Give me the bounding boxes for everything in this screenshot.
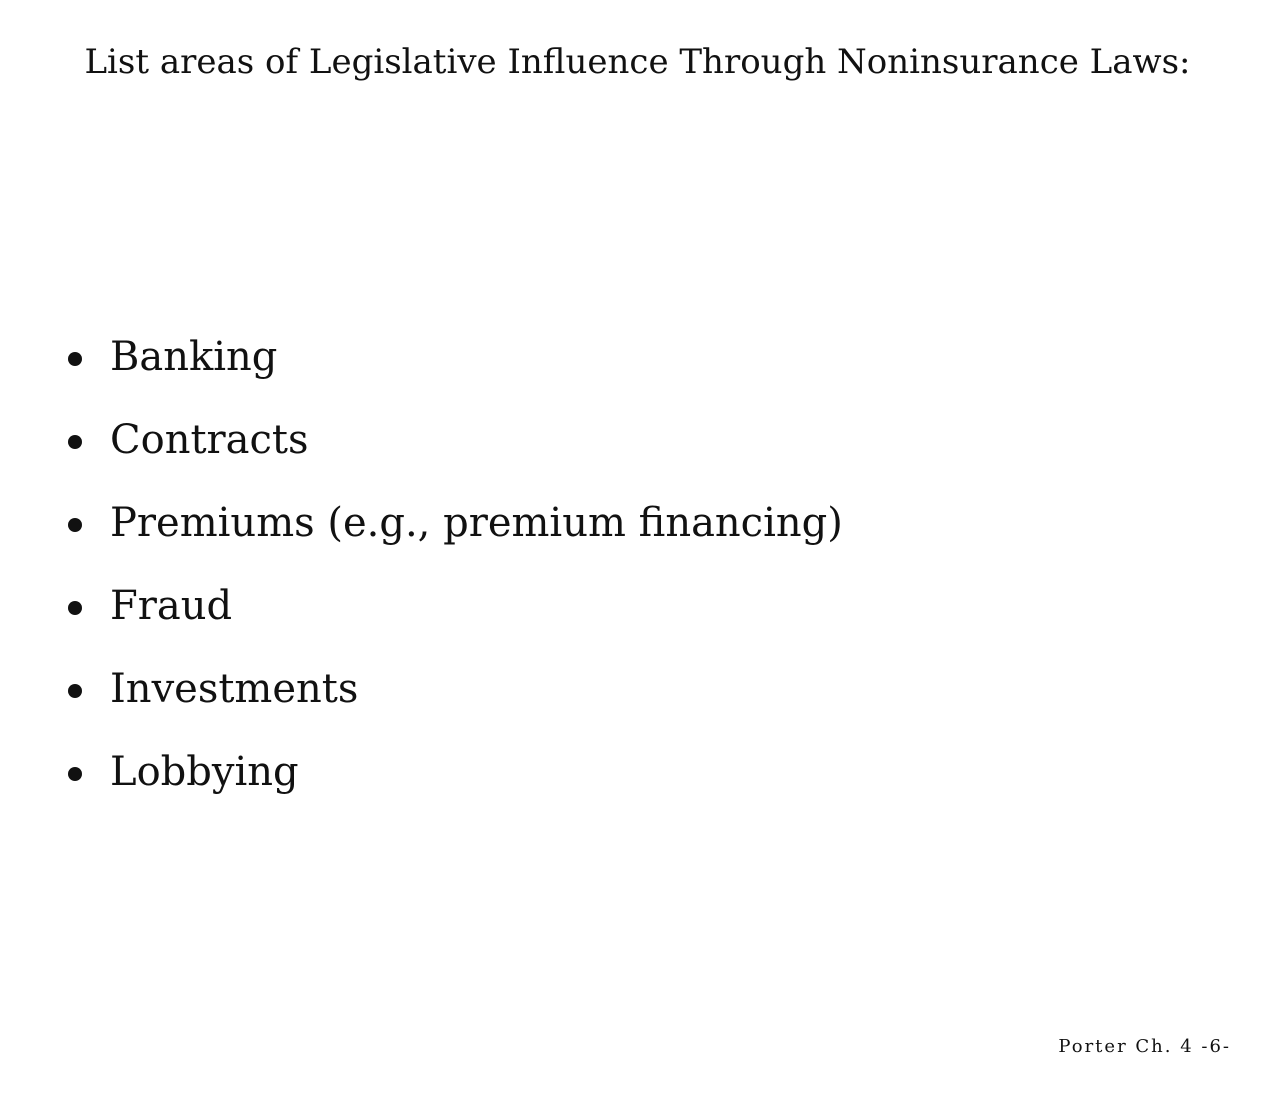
list-item-text: Contracts xyxy=(110,417,309,463)
bullet-icon xyxy=(68,684,82,698)
list-item-text: Banking xyxy=(110,334,278,380)
list-item xyxy=(68,579,843,662)
list-item xyxy=(68,496,843,579)
bullet-icon xyxy=(68,352,82,366)
list-item-text: Fraud xyxy=(110,583,233,629)
list-item xyxy=(68,745,843,828)
list-item-text: Investments xyxy=(110,666,359,712)
bullet-icon xyxy=(68,767,82,781)
bullet-icon xyxy=(68,601,82,615)
bullet-icon xyxy=(68,518,82,532)
list-item xyxy=(68,662,843,745)
list-item-text: Lobbying xyxy=(110,749,299,795)
slide-title: List areas of Legislative Influence Through Noninsurance Laws: xyxy=(84,42,1191,82)
bullet-icon xyxy=(68,435,82,449)
list-item xyxy=(68,330,843,413)
bullet-list xyxy=(68,330,843,828)
list-item xyxy=(68,413,843,496)
page-footer: Porter Ch. 4 -6- xyxy=(1058,1036,1231,1057)
list-item-text: Premiums (e.g., premium financing) xyxy=(110,500,843,546)
